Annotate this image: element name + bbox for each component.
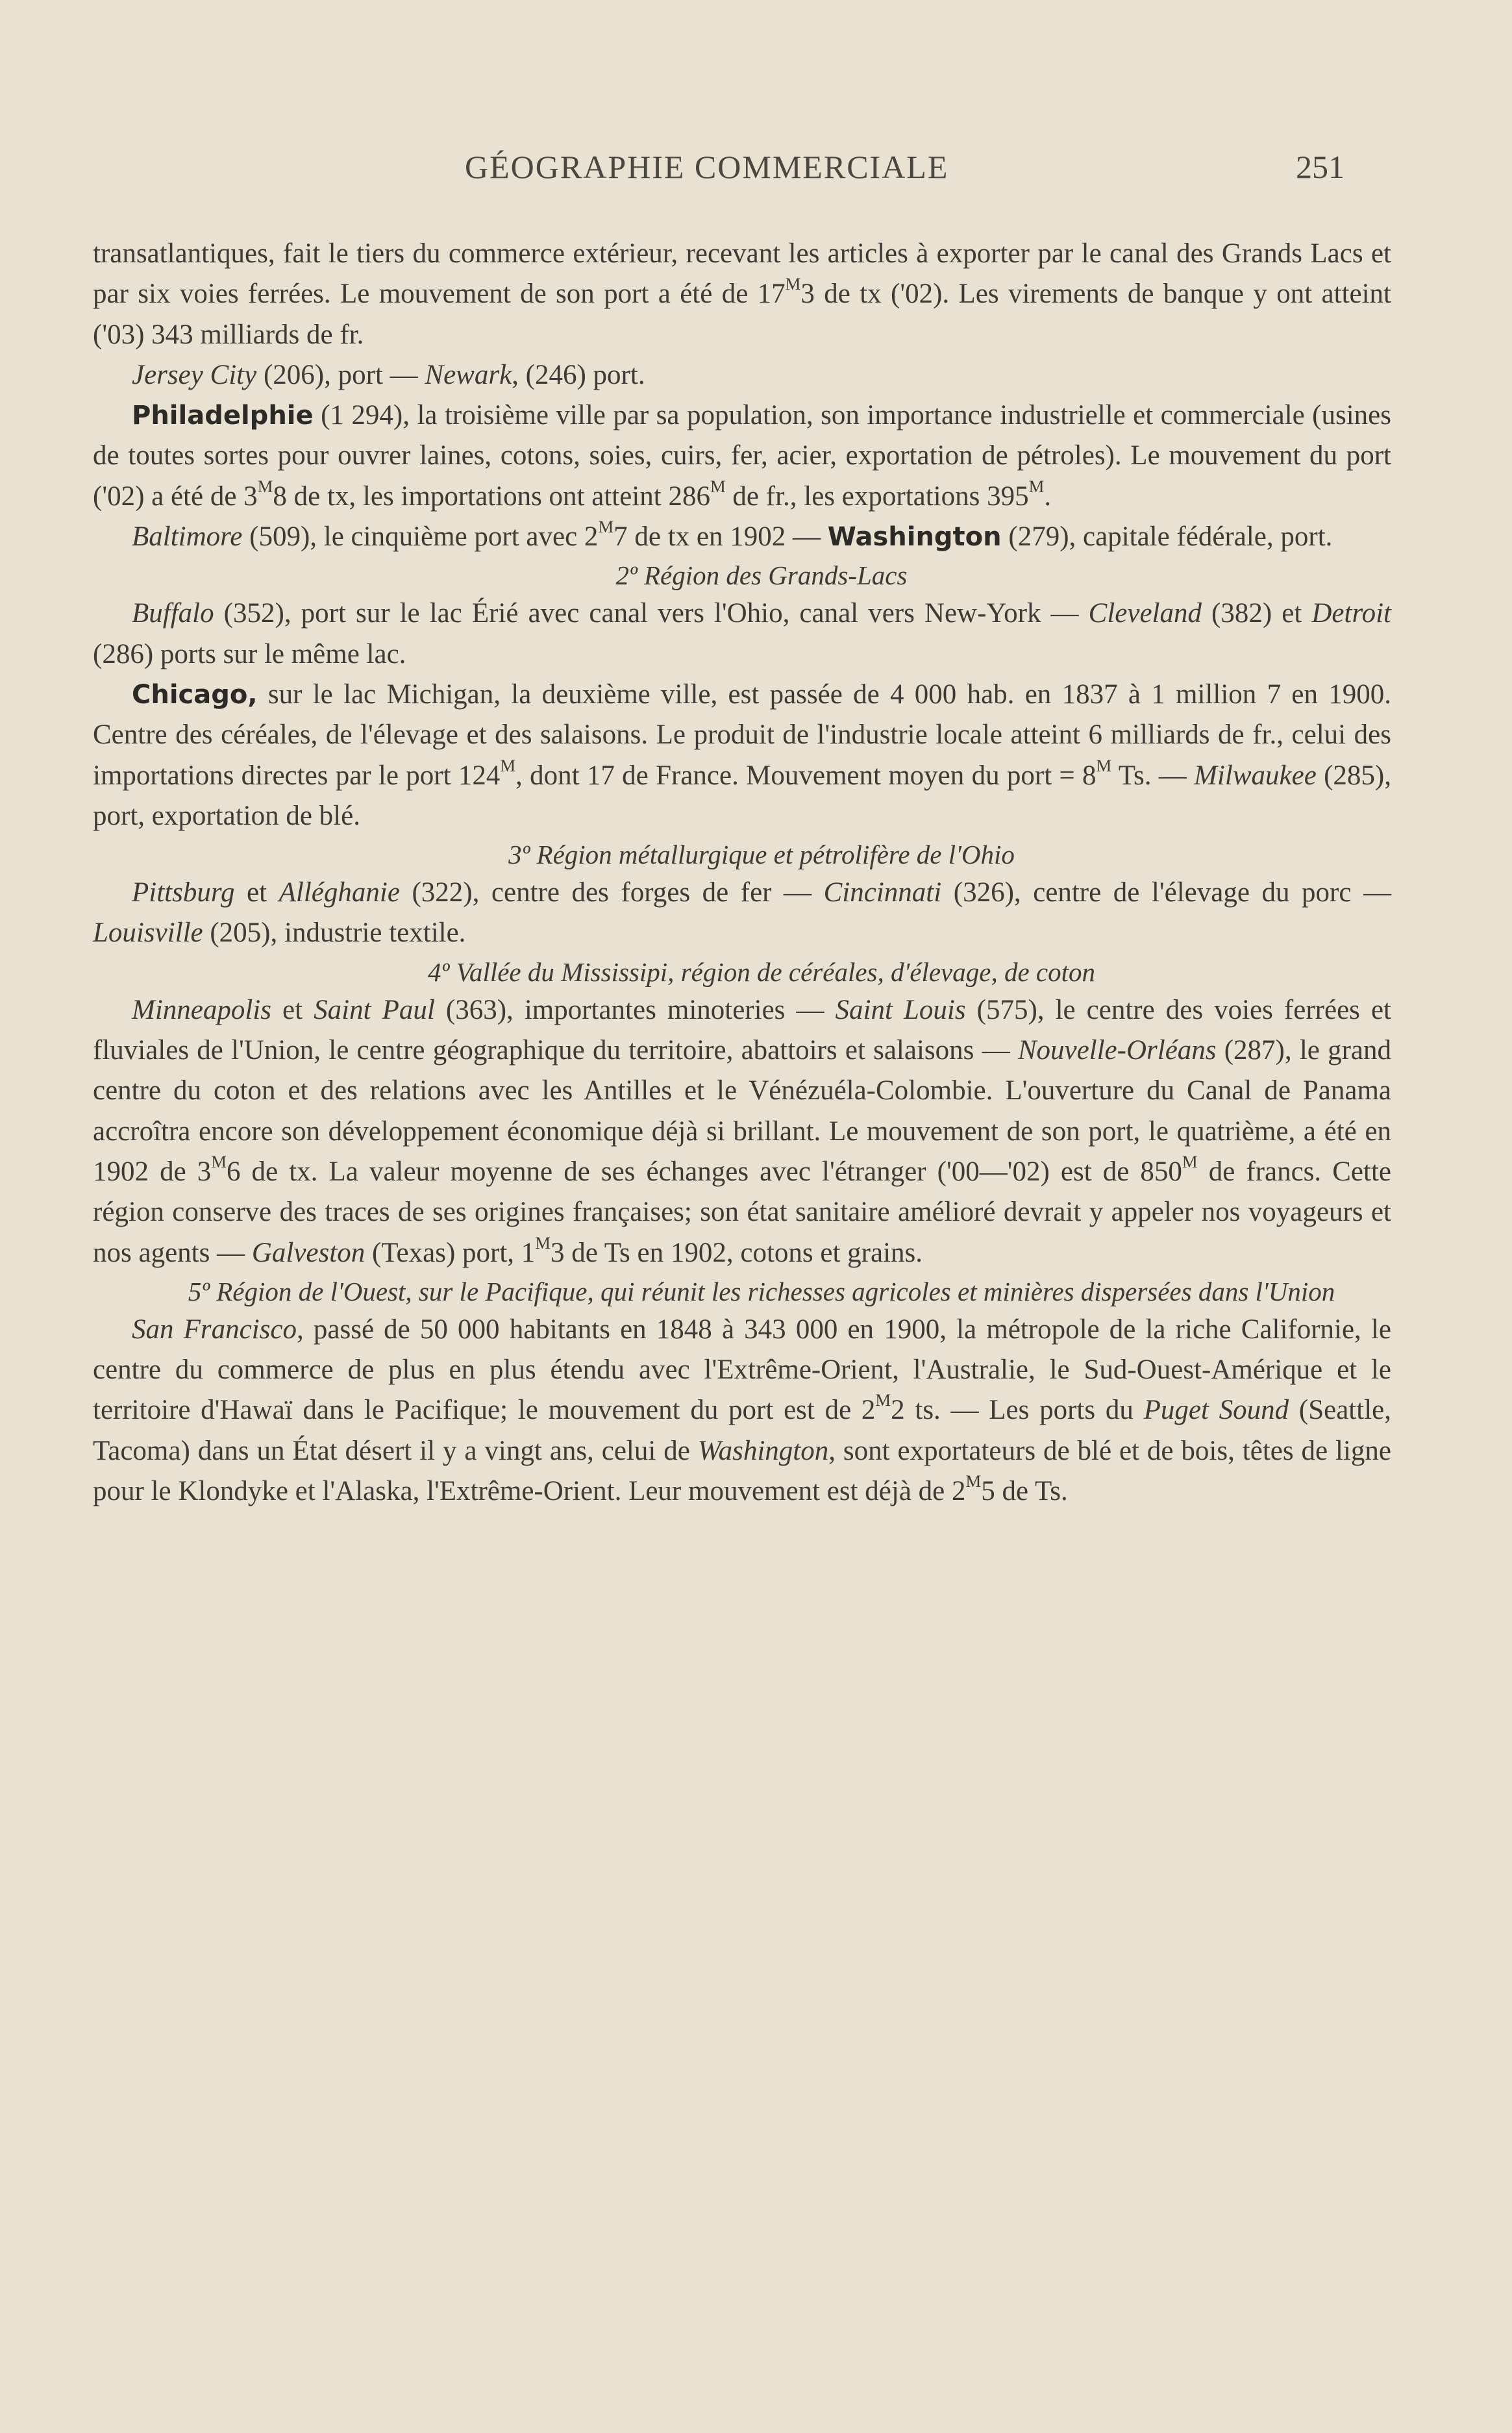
paragraph-chicago: Chicago, sur le lac Michigan, la deuxième ville, est passée de 4 000 hab. en 1837 à 1 million 7 en 1900. Centre des céréales, de l'élevage et des salaisons. Le produit de l'industrie locale atteint 6 milliards de fr., celui des importations directes par le port $124^M$, dont 17 de France. Mouvement moyen du port = $8^M$ Ts. — Milwaukee (285), port, exportation de blé. xyxy=(93,679,1391,831)
city-name-bold: Chicago, xyxy=(132,679,258,710)
city-name-bold: Philadelphie xyxy=(132,401,314,431)
city-name: Saint Paul xyxy=(314,994,435,1025)
paragraph-buffalo: Buffalo (352), port sur le lac Érié avec canal vers l'Ohio, canal vers New-York — Cleveland (382) et Detroit (286) ports sur le même lac. xyxy=(93,598,1391,669)
city-name: Baltimore xyxy=(132,521,243,553)
section-heading-ohio: 3º Région métallurgique et pétrolifère de l'Ohio xyxy=(508,840,1015,870)
city-name: Alléghanie xyxy=(279,877,400,908)
city-name: Saint Louis xyxy=(835,994,966,1025)
paragraph-philadelphie: Philadelphie (1 294), la troisième ville par sa population, son importance industrielle et commerciale (usines de toutes sortes pour ouvrer laines, cotons, soies, cuirs, fer, acier, exportation de pétroles). Le mouvement du port ('02) a été de $3^M8$ de tx, les importations ont atteint $286^M$ de fr., les exportations $395^M$. xyxy=(93,400,1391,512)
city-name: Galveston xyxy=(251,1237,366,1268)
paragraph-pittsburg: Pittsburg et Alléghanie (322), centre des forges de fer — Cincinnati (326), centre de l'élevage du porc — Louisville (205), industrie textile. xyxy=(93,877,1391,949)
city-name: Washington xyxy=(697,1435,829,1466)
section-heading-grands-lacs: 2º Région des Grands-Lacs xyxy=(615,560,908,591)
city-name: San Francisco xyxy=(132,1314,297,1345)
page-number: 251 xyxy=(1296,149,1345,185)
city-name: Jersey City xyxy=(132,359,257,390)
city-name: Cincinnati xyxy=(823,877,942,908)
city-name: Nouvelle-Orléans xyxy=(1017,1035,1217,1066)
section-heading-mississipi: 4º Vallée du Mississipi, région de céréales, d'élevage, de coton xyxy=(427,956,1095,987)
city-name-bold: Washington xyxy=(827,522,1002,553)
city-name: Puget Sound xyxy=(1143,1395,1289,1426)
paragraph-san-francisco: San Francisco, passé de 50 000 habitants en 1848 à 343 000 en 1900, la métropole de la riche Californie, le centre du commerce de plus en plus étendu avec l'Extrême-Orient, l'Australie, le Sud-Ouest-Amérique et le territoire d'Hawaï dans le Pacifique; le mouvement du port est de $2^M2$ ts. — Les ports du Puget Sound (Seattle, Tacoma) dans un État désert il y a vingt ans, celui de Washington, sont exportateurs de blé et de bois, têtes de ligne pour le Klondyke et l'Alaska, l'Extrême-Orient. Leur mouvement est déjà de $2^M5$ de Ts. xyxy=(93,1314,1392,1507)
city-name: Pittsburg xyxy=(132,877,235,908)
city-name: Louisville xyxy=(93,917,203,949)
city-name: Detroit xyxy=(1311,598,1391,629)
section-heading-ouest: 5º Région de l'Ouest, sur le Pacifique, qui réunit les richesses agricoles et minières dispersées dans l'Union xyxy=(188,1276,1335,1306)
paragraph-continued: transatlantiques, fait le tiers du commerce extérieur, recevant les articles à exporter par le canal des Grands Lacs et par six voies ferrées. Le mouvement de son port a été de $17^M3$ de tx ('02). Les virements de banque y ont atteint ('03) 343 milliards de fr. xyxy=(93,238,1391,350)
city-name: Minneapolis xyxy=(132,994,271,1025)
city-name: Newark xyxy=(425,359,512,390)
paragraph-jersey-city: Jersey City (206), port — Newark, (246) port. xyxy=(132,359,645,390)
page-header xyxy=(0,148,1512,193)
page-body xyxy=(93,234,1391,1512)
paragraph-baltimore: Baltimore (509), le cinquième port avec $2^M7$ de tx en 1902 — Washington (279), capitale fédérale, port. xyxy=(132,517,1333,553)
city-name: Milwaukee xyxy=(1194,760,1317,791)
city-name: Cleveland xyxy=(1088,598,1202,629)
city-name: Buffalo xyxy=(132,598,214,629)
running-title: GÉOGRAPHIE COMMERCIALE xyxy=(465,149,949,185)
paragraph-minneapolis: Minneapolis et Saint Paul (363), importantes minoteries — Saint Louis (575), le centre des voies ferrées et fluviales de l'Union, le centre géographique du territoire, abattoirs et salaisons — Nouvelle-Orléans (287), le grand centre du coton et des relations avec les Antilles et le Vénézuéla-Colombie. L'ouverture du Canal de Panama accroîtra encore son développement économique déjà si brillant. Le mouvement de son port, le quatrième, a été en 1902 de $3^M6$ de tx. La valeur moyenne de ses échanges avec l'étranger ('00—'02) est de $850^M$ de francs. Cette région conserve des traces de ses origines françaises; son état sanitaire amélioré devrait y appeler nos voyageurs et nos agents — Galveston (Texas) port, $1^M3$ de Ts en 1902, cotons et grains. xyxy=(93,994,1391,1268)
